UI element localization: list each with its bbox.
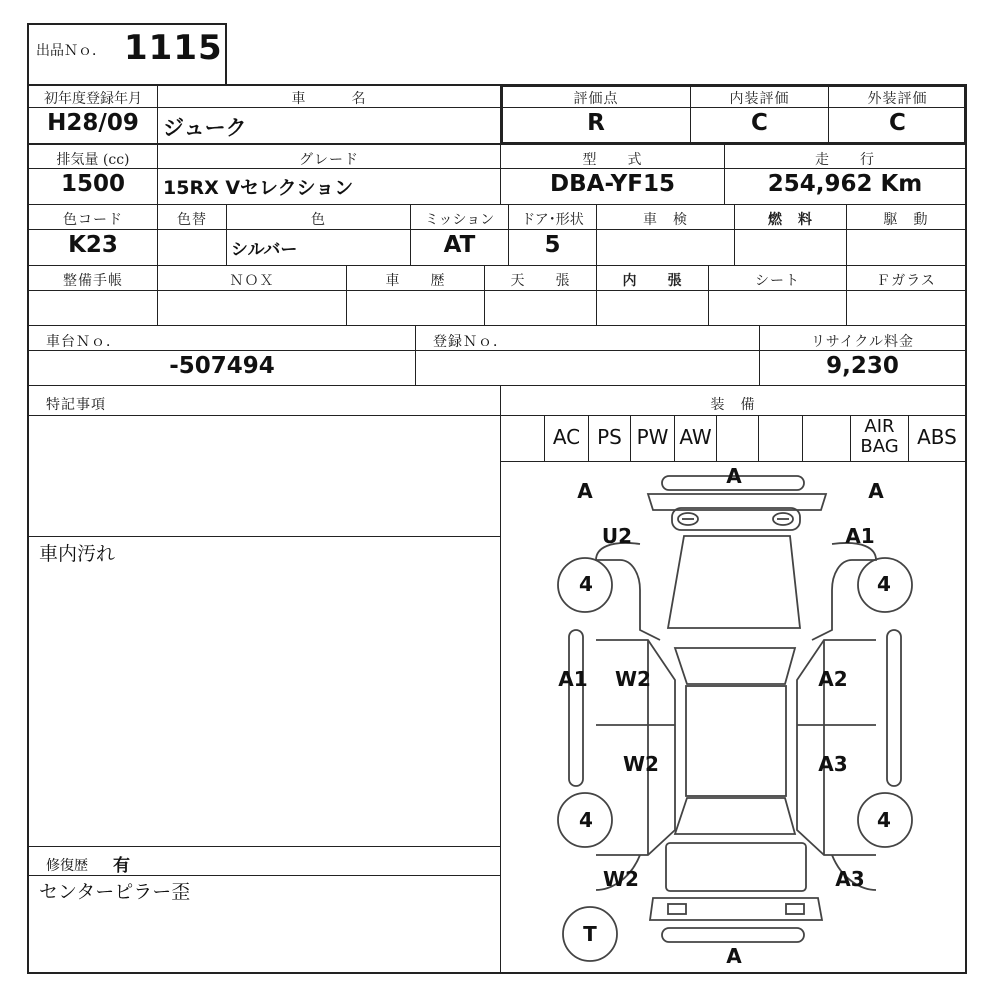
front-right-tire-grade: 4 — [877, 572, 891, 596]
left-sill-grade: A1 — [558, 667, 588, 691]
front-glass-label: Ｆガラス — [876, 273, 936, 289]
equipment-label: 装 備 — [710, 397, 756, 413]
repaint-label: 色替 — [177, 212, 207, 228]
color-label: 色 — [311, 212, 326, 228]
right-front-door-grade: A2 — [818, 667, 848, 691]
equipment-item — [501, 424, 544, 454]
rear-right-tire-grade: 4 — [877, 808, 891, 832]
rear-left-quarter-grade: W2 — [603, 867, 639, 891]
front-bumper-grade: A — [726, 464, 742, 488]
equipment-item — [717, 424, 758, 454]
score-label: 評価点 — [573, 91, 619, 107]
left-rear-door-grade: W2 — [623, 752, 659, 776]
rear-right-quarter-grade: A3 — [835, 867, 865, 891]
equipment-item: PW — [636, 425, 669, 449]
drive-label: 駆 動 — [883, 212, 929, 228]
lot-label: 出品Ｎｏ． — [36, 43, 106, 59]
recycle-fee-label: リサイクル料金 — [810, 334, 915, 350]
repair-history-label: 修復歴 — [46, 858, 88, 874]
exterior-score-label: 外装評価 — [867, 91, 928, 107]
right-rear-door-grade: A3 — [818, 752, 848, 776]
front-right-fender-grade: A1 — [845, 524, 875, 548]
displacement-label: 排気量 (cc) — [56, 152, 130, 168]
repair-history-value: 有 — [113, 856, 130, 876]
chassis-number-value: -507494 — [169, 353, 275, 379]
registration-year-label: 初年度登録年月 — [44, 91, 142, 107]
model-value: DBA-YF15 — [550, 171, 675, 197]
car-name-label: 車 名 — [291, 91, 367, 107]
interior-score-value: C — [751, 110, 768, 136]
equipment-item: AW — [679, 425, 712, 449]
airbag-label-line1: AIR — [864, 416, 895, 437]
interior-score-label: 内装評価 — [729, 91, 790, 107]
exterior-score-value: C — [889, 110, 906, 136]
fuel-label: 燃 料 — [768, 212, 813, 228]
service-book-label: 整備手帳 — [63, 273, 123, 289]
left-front-door-grade: W2 — [615, 667, 651, 691]
mileage-label: 走 行 — [815, 152, 875, 168]
interior-trim-label: 内 張 — [622, 273, 683, 289]
lot-number: 1115 — [124, 28, 223, 68]
grade-value: 15RX Vセレクション — [163, 177, 354, 199]
model-label: 型 式 — [582, 152, 643, 168]
inspection-label: 車 検 — [643, 212, 688, 228]
rear-left-tire-grade: 4 — [579, 808, 593, 832]
score-value: R — [587, 110, 605, 136]
equipment-item — [759, 424, 802, 454]
displacement-value: 1500 — [60, 171, 125, 197]
rear-bumper-grade: A — [726, 944, 742, 968]
doors-label: ドア･形状 — [521, 212, 584, 228]
spare-tire-grade: T — [583, 922, 597, 946]
color-value: シルバー — [231, 240, 298, 260]
airbag-label-line2: BAG — [860, 436, 899, 457]
mileage-value: 254,962 Km — [767, 171, 923, 197]
nox-label: ＮＯＸ — [229, 273, 275, 289]
color-code-value: K23 — [68, 232, 118, 258]
grade-label: グレード — [299, 152, 359, 168]
front-left-fender-grade: U2 — [601, 524, 633, 548]
mission-value: AT — [443, 232, 476, 258]
front-right-corner-grade: A — [868, 479, 884, 503]
front-left-corner-grade: A — [577, 479, 593, 503]
car-name-value: ジューク — [163, 116, 247, 140]
color-code-label: 色コード — [63, 212, 123, 228]
registration-year-value: H28/09 — [47, 110, 139, 136]
car-damage-diagram — [502, 463, 966, 971]
equipment-item: AC — [552, 425, 581, 449]
special-notes-label: 特記事項 — [46, 397, 106, 413]
mission-label: ミッション — [424, 212, 495, 228]
chassis-number-label: 車台Ｎｏ． — [46, 334, 121, 350]
doors-value: 5 — [544, 232, 561, 258]
special-notes-text: 車内汚れ — [39, 543, 116, 565]
repair-history-text: センターピラー歪 — [39, 881, 191, 903]
equipment-item: PS — [597, 425, 622, 449]
recycle-fee-value: 9,230 — [826, 353, 899, 379]
history-label: 車 歴 — [385, 273, 446, 289]
abs-label: ABS — [917, 425, 957, 449]
registration-number-label: 登録Ｎｏ． — [433, 334, 508, 350]
front-left-tire-grade: 4 — [579, 572, 593, 596]
equipment-item — [803, 424, 850, 454]
seat-label: シート — [755, 273, 800, 289]
roof-lining-label: 天 張 — [510, 273, 571, 289]
